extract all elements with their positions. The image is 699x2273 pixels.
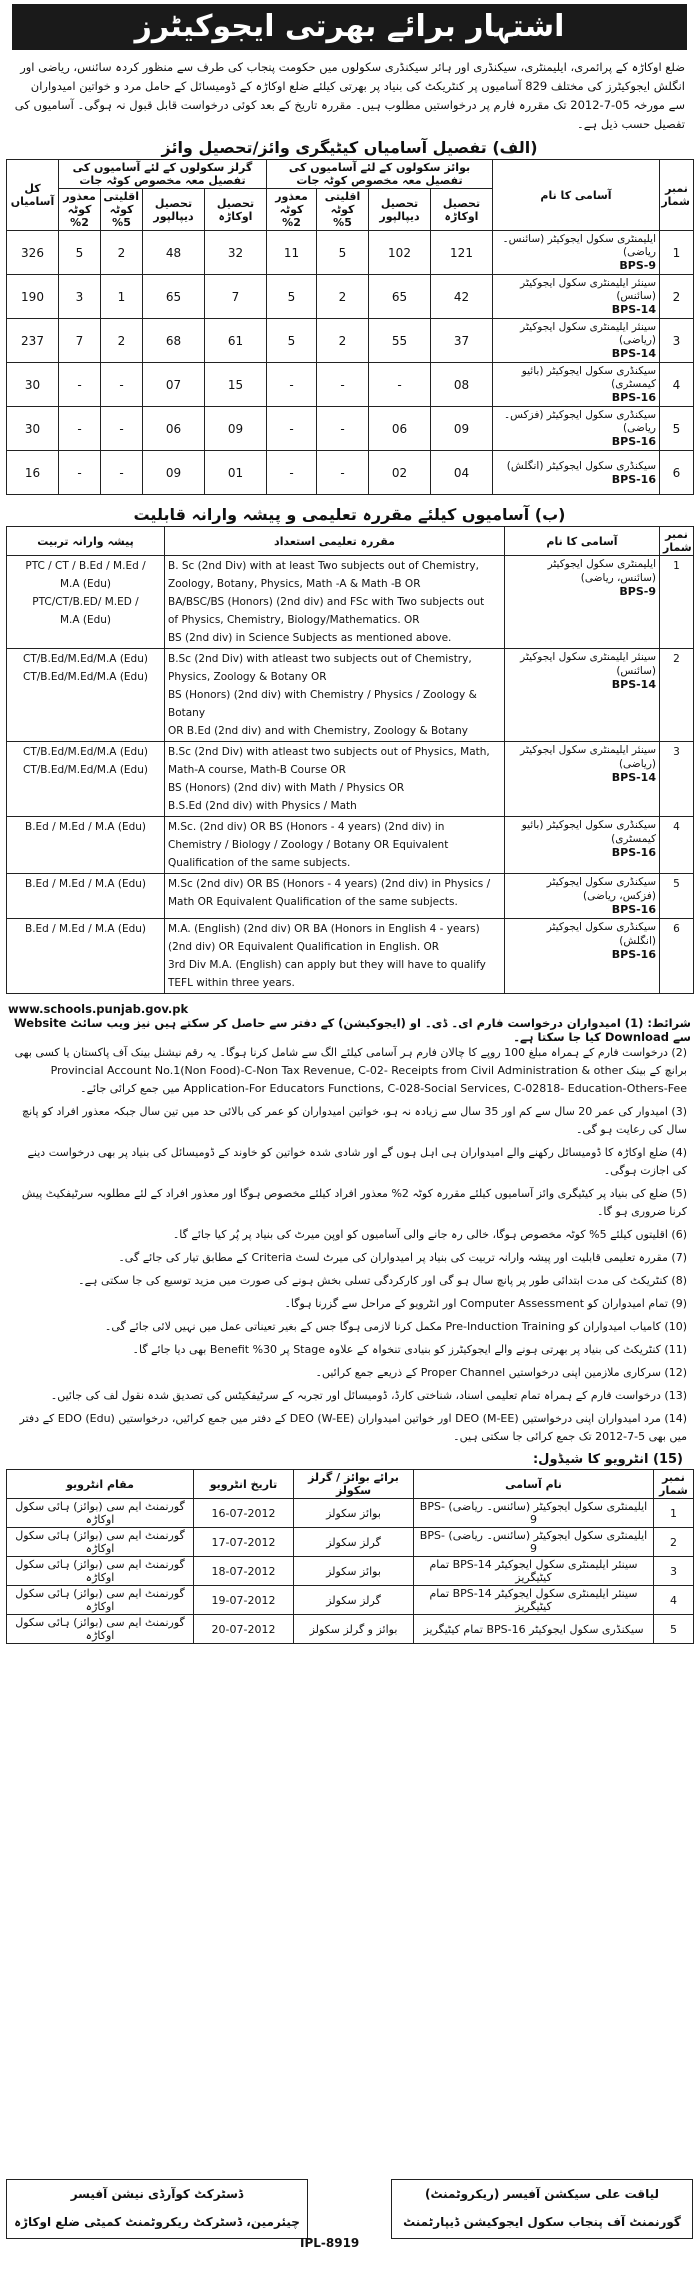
section-a-title: (الف) تفصیل آسامیاں کیٹیگری وائز/تحصیل وائز [161, 138, 538, 157]
post-name: سینئر ایلیمنٹری سکول ایجوکیٹر (ریاضی) [520, 321, 656, 346]
row-sr: 2 [660, 649, 694, 742]
condition-item: (11) کنٹریکٹ کی بنیاد پر بھرتی ہونے والے ایجوکیٹرز کو بنیادی تنخواہ کے علاوہ Stage پر 30% Benefit بھی دیا جائے گا۔ [132, 1343, 687, 1356]
prof-line: B.Ed / M.Ed / M.A (Edu) [24, 878, 147, 890]
cell-schools: بوائز سکولز [294, 1499, 414, 1528]
schedule-title: (15) انٹرویو کا شیڈول: [532, 1452, 683, 1467]
cell-g-min: 2 [101, 319, 143, 363]
post-scale: BPS-16 [611, 903, 656, 916]
row-edu [165, 919, 505, 994]
edu-line: of Physics, Chemistry, Biology/Mathematics. OR [168, 614, 420, 626]
row-prof [7, 919, 165, 994]
cell-g-depalpur: 06 [143, 407, 205, 451]
post-scale: BPS-16 [611, 435, 656, 448]
row-post [505, 817, 660, 874]
cell-schools: گرلز سکولز [294, 1528, 414, 1557]
condition-item: (4) ضلع اوکاڑہ کا ڈومیسائل رکھنے والے امیدواران ہی اہل ہوں گے اور شادی شدہ خواتین کو خاوند کے ڈومیسائل کی بنیاد پر بھی درخواست دینے کی اجازت ہوگی۔ [27, 1146, 687, 1177]
condition-item: (10) کامیاب امیدواران کو Pre-Induction Training مکمل کرنا لازمی ہوگا جس کے بغیر تعیناتی عمل میں نہیں لائی جائے گی۔ [104, 1320, 687, 1333]
footer [4, 2179, 695, 2241]
post-name: سینئر ایلیمنٹری سکول ایجوکیٹر (سائنس) [520, 277, 656, 302]
col-boys-minority: اقلیتی کوٹہ 5% [317, 189, 369, 231]
condition-item: (2) درخواست فارم کے ہمراہ مبلغ 100 روپے کا چالان فارم ہر آسامی کیلئے الگ سے شامل کرنا ہوگا۔ یہ رقم نیشنل بینک آف پاکستان یا کسی بھی برانچ کے بینک Provincial Account No.1(Non Food)-C-Non Tax Revenue, C-02- Receipts from Civil Administration & other Application-For Educators Functions, C-028-Social Services, C-02818- Education-Others-Fee میں جمع کرائی جائے۔ [14, 1046, 687, 1095]
cell-b-min: - [317, 407, 369, 451]
website-line [8, 1002, 691, 1044]
cell-date: 18-07-2012 [194, 1557, 294, 1586]
row-sr: 4 [660, 363, 694, 407]
footer-right-line2: گورنمنٹ آف پنجاب سکول ایجوکیشن ڈیپارٹمنٹ [403, 2215, 681, 2229]
row-prof [7, 649, 165, 742]
edu-line: Math-A course, Math-B Course OR [168, 764, 346, 776]
prof-line: B.Ed / M.Ed / M.A (Edu) [24, 923, 147, 935]
edu-line: B.Sc (2nd Div) with atleast two subjects out of Physics, Math, [168, 746, 490, 758]
table-row [7, 231, 694, 275]
cell-b-min: 5 [317, 231, 369, 275]
cell-b-okara: 09 [431, 407, 493, 451]
edu-line: 3rd Div M.A. (English) can apply but they will have to qualify [168, 959, 486, 971]
col-boys-group: بوائز سکولوں کے لئے آسامیوں کی تفصیل معہ مخصوص کوٹہ جات [267, 160, 493, 189]
post-scale: BPS-9 [619, 585, 656, 598]
cell-b-depalpur: 06 [369, 407, 431, 451]
row-prof [7, 556, 165, 649]
conditions-list [12, 1024, 687, 1446]
interview-schedule-table [6, 1469, 694, 1644]
post-scale: BPS-16 [611, 391, 656, 404]
post-name: سیکنڈری سکول ایجوکیٹر (انگلش) [506, 459, 656, 472]
cell-total: 326 [7, 231, 59, 275]
cell-schools: بوائز سکولز [294, 1557, 414, 1586]
table-row [7, 451, 694, 495]
row-post [493, 363, 660, 407]
prof-line: M.A (Edu) [59, 614, 112, 626]
condition-item: (6) اقلیتوں کیلئے 5% کوٹہ مخصوص ہوگا، خالی رہ جانے والی آسامیوں کو اوپن میرٹ کی بنیاد پر پُر کیا جائے گا۔ [172, 1228, 687, 1241]
post-name: سیکنڈری سکول ایجوکیٹر (بائیو کیمسٹری) [521, 365, 656, 390]
condition-item: (8) کنٹریکٹ کی مدت ابتدائی طور پر پانچ سال ہو گی اور کارکردگی تسلی بخش ہونے کی صورت میں مزید توسیع کی جا سکتی ہے۔ [78, 1274, 687, 1287]
cell-g-dis: - [59, 451, 101, 495]
col-prof: پیشہ وارانہ تربیت [7, 527, 165, 556]
cell-sr: 5 [654, 1615, 694, 1644]
row-edu [165, 874, 505, 919]
cell-g-min: 1 [101, 275, 143, 319]
cell-b-okara: 121 [431, 231, 493, 275]
cell-g-min: - [101, 407, 143, 451]
footer-left-line1: ڈسٹرکٹ کوآرڈی نیشن آفیسر [70, 2187, 244, 2201]
cell-venue: گورنمنٹ ایم سی (بوائز) ہائی سکول اوکاڑہ [7, 1557, 194, 1586]
condition-item: (3) امیدوار کی عمر 20 سال سے کم اور 35 سال سے زیادہ نہ ہو، خواتین امیدواران کو عمر کی بالائی حد میں تین سال جبکہ معذور افراد کو پانچ سال کی رعایت ہو گی۔ [22, 1105, 687, 1136]
table-row [7, 1499, 694, 1528]
cell-g-dis: 7 [59, 319, 101, 363]
row-edu [165, 556, 505, 649]
cell-g-dis: - [59, 363, 101, 407]
row-post [493, 407, 660, 451]
row-edu [165, 817, 505, 874]
edu-line: B. Sc (2nd Div) with at least Two subjects out of Chemistry, [168, 560, 479, 572]
col-boys-okara: تحصیل اوکاڑہ [431, 189, 493, 231]
post-scale: BPS-14 [611, 347, 656, 360]
cell-b-depalpur: 102 [369, 231, 431, 275]
cell-g-dis: 5 [59, 231, 101, 275]
edu-line: BA/BSC/BS (Honors) (2nd div) and FSc with Two subjects out [168, 596, 485, 608]
row-post [505, 742, 660, 817]
row-post [505, 874, 660, 919]
cell-g-min: 2 [101, 231, 143, 275]
table-row [7, 874, 694, 919]
table-row [7, 919, 694, 994]
table-row [7, 556, 694, 649]
table-row [7, 275, 694, 319]
ad-title: اشتہار برائے بھرتی ایجوکیٹرز [12, 4, 687, 50]
post-name: سیکنڈری سکول ایجوکیٹر (انگلش) [546, 921, 656, 947]
col-boys-depalpur: تحصیل دیپالپور [369, 189, 431, 231]
row-sr: 4 [660, 817, 694, 874]
cell-b-dis: 11 [267, 231, 317, 275]
row-post [493, 319, 660, 363]
cell-total: 30 [7, 363, 59, 407]
cell-date: 16-07-2012 [194, 1499, 294, 1528]
cell-g-min: - [101, 451, 143, 495]
cell-post: سینئر ایلیمنٹری سکول ایجوکیٹر BPS-14 تمام کیٹیگریز [414, 1586, 654, 1615]
cell-post: سیکنڈری سکول ایجوکیٹر BPS-16 تمام کیٹیگریز [414, 1615, 654, 1644]
col-total: کل آسامیاں [7, 160, 59, 231]
cell-b-min: 2 [317, 275, 369, 319]
col-schools: برائے بوائز / گرلز سکولز [294, 1470, 414, 1499]
cell-g-depalpur: 09 [143, 451, 205, 495]
cell-b-depalpur: 02 [369, 451, 431, 495]
table-row [7, 1615, 694, 1644]
cell-b-depalpur: - [369, 363, 431, 407]
website-url[interactable]: www.schools.punjab.gov.pk [8, 1002, 189, 1016]
cell-b-dis: - [267, 407, 317, 451]
qualifications-table [6, 526, 694, 994]
table-row [7, 1557, 694, 1586]
cell-g-okara: 09 [205, 407, 267, 451]
post-scale: BPS-16 [611, 948, 656, 961]
row-post [505, 556, 660, 649]
cell-g-dis: 3 [59, 275, 101, 319]
edu-line: (2nd div) OR Equivalent Qualification in English. OR [168, 941, 440, 953]
cell-sr: 1 [654, 1499, 694, 1528]
prof-line: PTC/CT/B.ED/ M.ED / [32, 596, 139, 608]
cell-date: 17-07-2012 [194, 1528, 294, 1557]
post-name: سینئر ایلیمنٹری سکول ایجوکیٹر (سائنس) [520, 651, 656, 677]
table-row [7, 319, 694, 363]
table-row [7, 817, 694, 874]
cell-venue: گورنمنٹ ایم سی (بوائز) ہائی سکول اوکاڑہ [7, 1586, 194, 1615]
edu-line: Zoology, Botany, Physics, Math -A & Math -B OR [168, 578, 421, 590]
table-row [7, 649, 694, 742]
cell-b-dis: - [267, 451, 317, 495]
table-row [7, 742, 694, 817]
row-sr: 6 [660, 451, 694, 495]
row-sr: 2 [660, 275, 694, 319]
ipl-number: IPL-8919 [300, 2236, 360, 2250]
row-prof [7, 817, 165, 874]
col-girls-group: گرلز سکولوں کے لئے آسامیوں کی تفصیل معہ مخصوص کوٹہ جات [59, 160, 267, 189]
row-edu [165, 742, 505, 817]
cell-date: 20-07-2012 [194, 1615, 294, 1644]
prof-line: M.A (Edu) [59, 578, 112, 590]
prof-line: CT/B.Ed/M.Ed/M.A (Edu) [23, 764, 148, 776]
condition-item: (12) سرکاری ملازمین اپنی درخواستیں Proper Channel کے ذریعے جمع کرائیں۔ [315, 1366, 687, 1379]
condition-item: (9) تمام امیدواران کو Computer Assessment اور انٹرویو کے مراحل سے گزرنا ہوگا۔ [284, 1297, 687, 1310]
cell-g-okara: 7 [205, 275, 267, 319]
cell-g-okara: 61 [205, 319, 267, 363]
col-sr: نمبر شمار [660, 160, 694, 231]
cell-sr: 4 [654, 1586, 694, 1615]
cell-g-dis: - [59, 407, 101, 451]
post-scale: BPS-9 [619, 259, 656, 272]
cell-post: سینئر ایلیمنٹری سکول ایجوکیٹر BPS-14 تمام کیٹیگریز [414, 1557, 654, 1586]
prof-line: PTC / CT / B.Ed / M.Ed / [25, 560, 146, 572]
post-scale: BPS-16 [611, 472, 656, 486]
row-sr: 5 [660, 874, 694, 919]
post-scale: BPS-14 [611, 678, 656, 691]
condition-item: (14) مرد امیدواران اپنی درخواستیں DEO (M-EE) اور خواتین امیدواران DEO (W-EE) کے دفتر میں جمع کرائیں، درخواستیں EDO (Edu) کے دفتر میں بھی 5-7-2012 تک جمع کرائی جا سکتی ہیں۔ [19, 1412, 687, 1443]
row-sr: 1 [660, 556, 694, 649]
row-sr: 3 [660, 319, 694, 363]
row-post [505, 649, 660, 742]
cell-post: ایلیمنٹری سکول ایجوکیٹر (سائنس۔ ریاضی) BPS-9 [414, 1499, 654, 1528]
post-scale: BPS-16 [611, 846, 656, 859]
edu-line: Physics, Zoology & Botany OR [168, 671, 327, 683]
row-post [493, 451, 660, 495]
condition-1: شرائط: (1) امیدواران درخواست فارم ای۔ ڈی۔ او (ایجوکیشن) کے دفتر سے حاصل کر سکتے ہیں نیز ویب سائٹ Website سے Download کیا جا سکتا ہے۔ [14, 1016, 691, 1044]
table-row [7, 407, 694, 451]
condition-item: (5) ضلع کی بنیاد پر کیٹیگری وائز آسامیوں کیلئے مقررہ کوٹہ 2% معذور افراد کیلئے مخصوص ہوگا اور معذور افراد کے لئے مطلوبہ سرٹیفکیٹ پیش کرنا ضروری ہو گا۔ [21, 1187, 687, 1218]
edu-line: Qualification of the same subjects. [168, 857, 351, 869]
row-post [493, 275, 660, 319]
cell-total: 30 [7, 407, 59, 451]
row-sr: 5 [660, 407, 694, 451]
advertisement-page [4, 4, 695, 2267]
cell-g-okara: 32 [205, 231, 267, 275]
cell-b-dis: 5 [267, 275, 317, 319]
cell-g-depalpur: 48 [143, 231, 205, 275]
edu-line: B.S.Ed (2nd div) with Physics / Math [168, 800, 357, 812]
edu-line: TEFL within three years. [168, 977, 295, 989]
col-post: نام آسامی [414, 1470, 654, 1499]
table-row [7, 1586, 694, 1615]
row-sr: 1 [660, 231, 694, 275]
edu-line: BS (Honors) (2nd div) with Math / Physics OR [168, 782, 405, 794]
cell-b-okara: 42 [431, 275, 493, 319]
footer-right-line1: لیاقت علی سیکشن آفیسر (ریکروٹمنٹ) [424, 2187, 660, 2201]
prof-line: CT/B.Ed/M.Ed/M.A (Edu) [23, 671, 148, 683]
col-edu: مقررہ تعلیمی استعداد [165, 527, 505, 556]
edu-line: M.Sc. (2nd div) OR BS (Honors - 4 years) (2nd div) in [168, 821, 445, 833]
cell-venue: گورنمنٹ ایم سی (بوائز) ہائی سکول اوکاڑہ [7, 1615, 194, 1644]
cell-b-okara: 04 [431, 451, 493, 495]
footer-left-signature [6, 2179, 308, 2239]
cell-g-okara: 01 [205, 451, 267, 495]
col-sr: نمبر شمار [660, 527, 694, 556]
cell-g-depalpur: 07 [143, 363, 205, 407]
col-girls-okara: تحصیل اوکاڑہ [205, 189, 267, 231]
row-post [505, 919, 660, 994]
cell-total: 237 [7, 319, 59, 363]
row-edu [165, 649, 505, 742]
cell-b-min: - [317, 363, 369, 407]
edu-line: Math OR Equivalent Qualification of the same subjects. [168, 896, 458, 908]
prof-line: CT/B.Ed/M.Ed/M.A (Edu) [23, 653, 148, 665]
footer-left-line2: چیئرمین، ڈسٹرکٹ ریکروٹمنٹ کمیٹی ضلع اوکاڑہ [14, 2215, 300, 2229]
post-name: ایلیمنٹری سکول ایجوکیٹر (سائنس، ریاضی) [547, 558, 656, 584]
cell-post: ایلیمنٹری سکول ایجوکیٹر (سائنس۔ ریاضی) BPS-9 [414, 1528, 654, 1557]
col-date: تاریخ انٹرویو [194, 1470, 294, 1499]
cell-b-dis: 5 [267, 319, 317, 363]
cell-schools: گرلز سکولز [294, 1586, 414, 1615]
post-scale: BPS-14 [611, 771, 656, 784]
post-name: سیکنڈری سکول ایجوکیٹر (بائیو کیمسٹری) [521, 819, 656, 845]
prof-line: B.Ed / M.Ed / M.A (Edu) [24, 821, 147, 833]
row-prof [7, 874, 165, 919]
post-name: ایلیمنٹری سکول ایجوکیٹر (سائنس۔ ریاضی) [502, 233, 656, 258]
col-sr: نمبر شمار [654, 1470, 694, 1499]
cell-sr: 3 [654, 1557, 694, 1586]
cell-g-depalpur: 65 [143, 275, 205, 319]
post-scale: BPS-14 [611, 303, 656, 316]
cell-g-okara: 15 [205, 363, 267, 407]
row-sr: 3 [660, 742, 694, 817]
condition-item: (7) مقررہ تعلیمی قابلیت اور پیشہ وارانہ تربیت کی بنیاد پر امیدواران کی میرٹ لسٹ Criteria کے مطابق تیار کی جائے گی۔ [118, 1251, 687, 1264]
table-row [7, 1528, 694, 1557]
edu-line: BS (2nd div) in Science Subjects as mentioned above. [168, 632, 452, 644]
edu-line: M.A. (English) (2nd div) OR BA (Honors in English 4 - years) [168, 923, 480, 935]
edu-line: M.Sc (2nd div) OR BS (Honors - 4 years) (2nd div) in Physics / [168, 878, 491, 890]
col-girls-minority: اقلیتی کوٹہ 5% [101, 189, 143, 231]
col-post: آسامی کا نام [493, 160, 660, 231]
cell-total: 190 [7, 275, 59, 319]
edu-line: BS (Honors) (2nd div) with Chemistry / Physics / Zoology & Botany [168, 689, 477, 719]
cell-b-dis: - [267, 363, 317, 407]
vacancies-table [6, 159, 694, 495]
edu-line: B.Sc (2nd Div) with atleast two subjects out of Chemistry, [168, 653, 472, 665]
row-sr: 6 [660, 919, 694, 994]
intro-paragraph: ضلع اوکاڑہ کے پرائمری، ایلیمنٹری، سیکنڈری اور ہائر سیکنڈری سکولوں میں حکومت پنجاب کی طرف سے منظور کردہ سائنس، ریاضی اور انگلش ایجوکیٹرز کی مختلف 829 آسامیوں پر کنٹریکٹ کی بنیاد پر بھرتی کیلئے ضلع اوکاڑہ کے ڈومیسائل کے حامل مرد و خواتین امیدواران سے مورخہ 05-7-2012 تک مقررہ فارم پر درخواستیں مطلوب ہیں۔ مقررہ تاریخ کے بعد کوئی درخواست قابل قبول نہ ہوگی۔ آسامیوں کی تفصیل حسب ذیل ہے۔ [14, 60, 685, 131]
footer-right-signature [391, 2179, 693, 2239]
cell-venue: گورنمنٹ ایم سی (بوائز) ہائی سکول اوکاڑہ [7, 1499, 194, 1528]
cell-b-min: 2 [317, 319, 369, 363]
edu-line: OR B.Ed (2nd div) and with Chemistry, Zoology & Botany [168, 725, 469, 737]
row-prof [7, 742, 165, 817]
row-post [493, 231, 660, 275]
col-venue: مقام انٹرویو [7, 1470, 194, 1499]
cell-venue: گورنمنٹ ایم سی (بوائز) ہائی سکول اوکاڑہ [7, 1528, 194, 1557]
cell-date: 19-07-2012 [194, 1586, 294, 1615]
cell-b-depalpur: 55 [369, 319, 431, 363]
cell-b-depalpur: 65 [369, 275, 431, 319]
col-girls-depalpur: تحصیل دیپالپور [143, 189, 205, 231]
post-name: سیکنڈری سکول ایجوکیٹر (فزکس۔ ریاضی) [503, 409, 656, 434]
cell-total: 16 [7, 451, 59, 495]
col-boys-disabled: معذور کوٹہ 2% [267, 189, 317, 231]
col-post: آسامی کا نام [505, 527, 660, 556]
prof-line: CT/B.Ed/M.Ed/M.A (Edu) [23, 746, 148, 758]
cell-b-min: - [317, 451, 369, 495]
section-b-title: (ب) آسامیوں کیلئے مقررہ تعلیمی و پیشہ وارانہ قابلیت [133, 505, 566, 524]
cell-sr: 2 [654, 1528, 694, 1557]
cell-g-min: - [101, 363, 143, 407]
table-row [7, 363, 694, 407]
cell-g-depalpur: 68 [143, 319, 205, 363]
cell-b-okara: 08 [431, 363, 493, 407]
edu-line: Chemistry / Biology / Zoology / Botany OR Equivalent [168, 839, 449, 851]
post-name: سینئر ایلیمنٹری سکول ایجوکیٹر (ریاضی) [520, 744, 656, 770]
col-girls-disabled: معذور کوٹہ 2% [59, 189, 101, 231]
post-name: سیکنڈری سکول ایجوکیٹر (فزکس، ریاضی) [546, 876, 656, 902]
cell-b-okara: 37 [431, 319, 493, 363]
condition-item: (13) درخواست فارم کے ہمراہ تمام تعلیمی اسناد، شناختی کارڈ، ڈومیسائل اور تجربہ کے سرٹیفکیٹس کی تصدیق شدہ نقول لف کی جائیں۔ [50, 1389, 687, 1402]
cell-schools: بوائز و گرلز سکولز [294, 1615, 414, 1644]
